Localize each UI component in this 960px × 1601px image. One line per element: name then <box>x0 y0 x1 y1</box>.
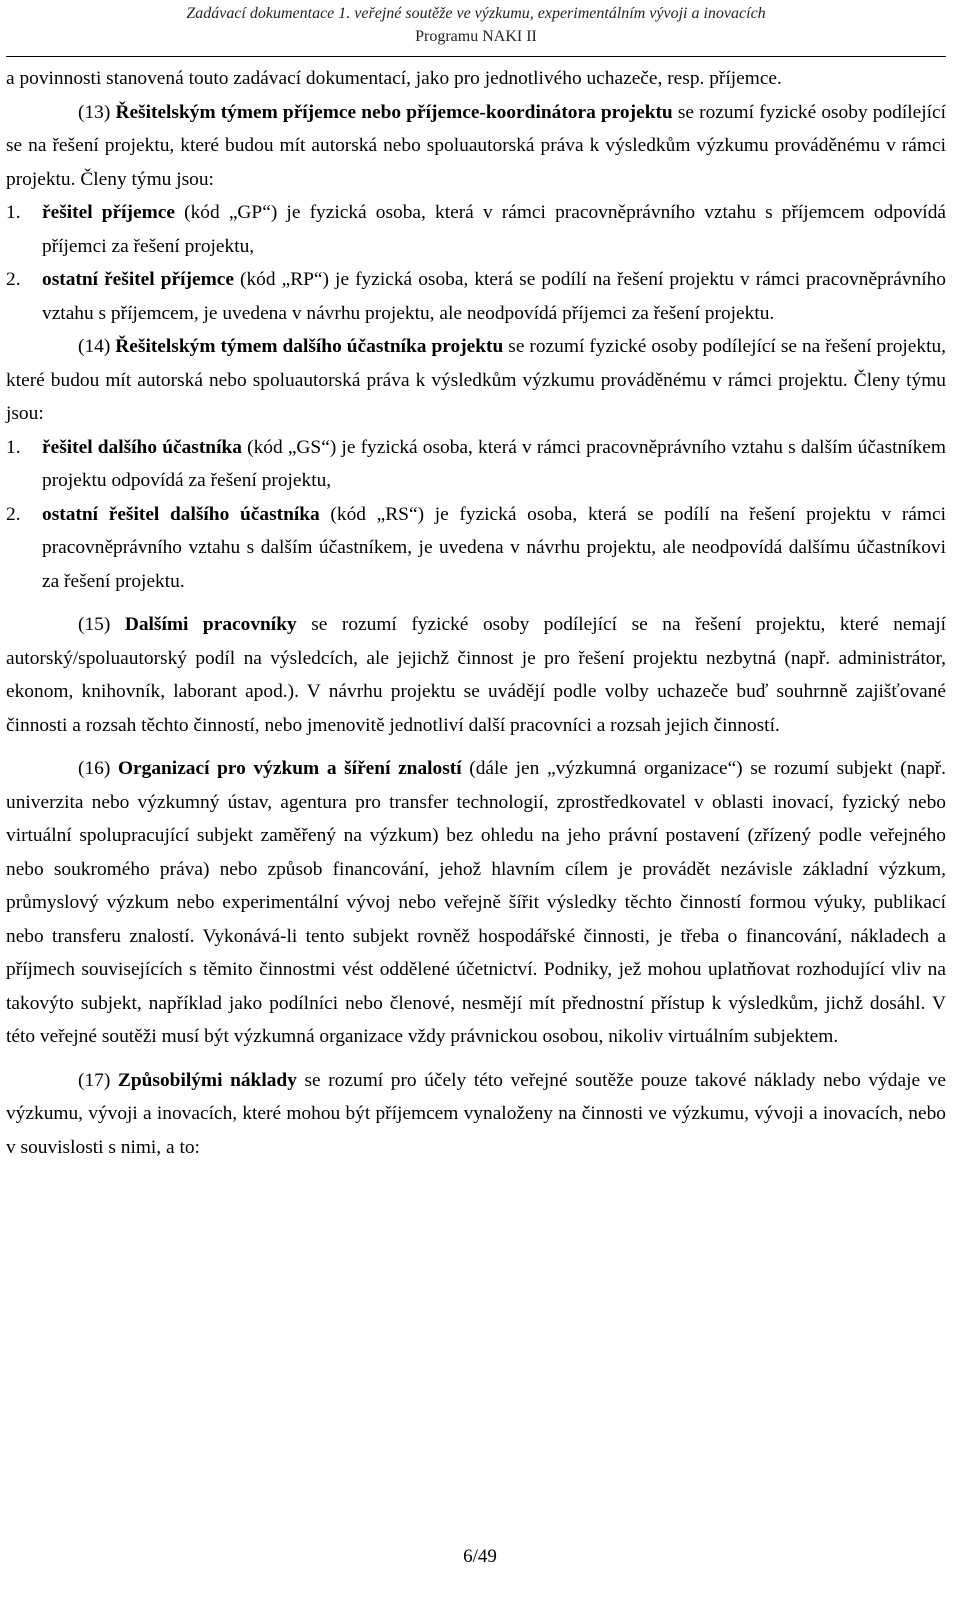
list-text <box>42 431 946 498</box>
paragraph-number: (14) <box>78 336 116 357</box>
defined-term: ostatní řešitel dalšího účastníka <box>42 503 320 525</box>
paragraph-14 <box>6 330 946 431</box>
header-program: Programu NAKI II <box>415 28 537 45</box>
paragraph-13 <box>6 96 946 197</box>
defined-term: Řešitelským týmem příjemce nebo příjemce-koordinátora projektu <box>115 101 673 123</box>
list-rest: (kód „GP“) je fyzická osoba, která v rámci pracovněprávního vztahu s příjemcem odpovídá příjemci za řešení projektu, <box>42 202 946 257</box>
document-body <box>6 62 946 1164</box>
list-number: 2. <box>6 269 21 290</box>
list-item <box>6 196 946 263</box>
header-rule <box>6 56 946 57</box>
header-title: Zadávací dokumentace 1. veřejné soutěže ve výzkumu, experimentálním vývoji a inovacích <box>186 5 766 22</box>
list-number: 1. <box>6 436 21 458</box>
defined-term: řešitel dalšího účastníka <box>42 436 242 458</box>
list-number: 1. <box>6 202 21 223</box>
paragraph-number: (17) <box>78 1069 118 1091</box>
defined-term: ostatní řešitel příjemce <box>42 269 234 290</box>
list-item <box>6 498 946 599</box>
list-rest: (kód „RP“) je fyzická osoba, která se podílí na řešení projektu v rámci pracovněprávního vztahu s příjemcem, je uvedena v návrhu projektu, ale neodpovídá příjemci za řešení projektu. <box>42 269 946 324</box>
paragraph-number: (15) <box>78 614 125 635</box>
paragraph-text: se rozumí fyzické osoby podílející se na řešení projektu, které budou mít autorská nebo spoluautorská práva k výsledkům výzkumu prováděnému v rámci projektu. Členy týmu jsou: <box>6 101 947 190</box>
paragraph-16 <box>6 752 946 1054</box>
list-text <box>42 196 946 263</box>
defined-term: Organizací pro výzkum a šíření znalostí <box>117 758 462 779</box>
paragraph-text: se rozumí pro účely této veřejné soutěže pouze takové náklady nebo výdaje ve výzkumu, vývoji a inovacích, které mohou být příjemcem vynaloženy na činnosti ve výzkumu, vývoji a inovacích, nebo v souvislosti s nimi, a to: <box>6 1069 946 1158</box>
defined-term: Řešitelským týmem dalšího účastníka projektu <box>115 336 504 357</box>
list-item <box>6 431 946 498</box>
paragraph-text: (dále jen „výzkumná organizace“) se rozumí subjekt (např. univerzita nebo výzkumný ústav, agentura pro transfer technologií, zprostředkovatel v oblasti inovací, fyzický nebo virtuální spolupracující subjekt zaměřený na výzkum) bez ohledu na jeho právní postavení (zřízený podle veřejného nebo soukromého práva) nebo způsob financování, jehož hlavním cílem je provádět nezávisle základní výzkum, průmyslový výzkum nebo experimentální vývoj nebo veřejně šířit výsledky těchto činností formou výuky, publikací nebo transferu znalostí. Vykonává-li tento subjekt rovněž hospodářské činnosti, je třeba o financování, nákladech a příjmech souvisejících s těmito činnostmi vést oddělené účetnictví. Podniky, jež mohou uplatňovat rozhodující vliv na takovýto subjekt, například jako podílníci nebo členové, nesmějí mít přednostní přístup k výsledkům, jichž dosáhl. V této veřejné soutěži musí být výzkumná organizace vždy právnickou osobou, nikoliv virtuálním subjektem. <box>6 758 946 1047</box>
list-rest: (kód „RS“) je fyzická osoba, která se podílí na řešení projektu v rámci pracovněprávního vztahu s dalším účastníkem, je uvedena v návrhu projektu, ale neodpovídá dalšímu účastníkovi za řešení projektu. <box>42 503 946 592</box>
page-number: 6/49 <box>463 1546 497 1567</box>
paragraph-continuation: a povinnosti stanovená touto zadávací dokumentací, jako pro jednotlivého uchazeče, resp. příjemce. <box>6 68 782 89</box>
defined-term: Dalšími pracovníky <box>124 614 297 635</box>
list-number: 2. <box>6 503 21 525</box>
paragraph-number: (16) <box>78 758 118 779</box>
paragraph-text: se rozumí fyzické osoby podílející se na řešení projektu, které budou mít autorská nebo spoluautorská práva k výsledkům výzkumu prováděnému v rámci projektu. Členy týmu jsou: <box>6 336 947 424</box>
paragraph-text: se rozumí fyzické osoby podílející se na řešení projektu, které nemají autorský/spoluautorský podíl na výsledcích, ale jejichž činnost je pro řešení projektu nezbytná (např. administrátor, ekonom, knihovník, laborant apod.). V návrhu projektu se uvádějí podle volby uchazeče buď souhrnně zajišťované činnosti a rozsah těchto činností, nebo jmenovitě jednotliví další pracovníci a rozsah jejich činností. <box>6 614 946 736</box>
list-text <box>42 263 946 330</box>
defined-term: Způsobilými náklady <box>117 1069 297 1091</box>
list-item <box>6 263 946 330</box>
list-rest: (kód „GS“) je fyzická osoba, která v rámci pracovněprávního vztahu s dalším účastníkem projektu odpovídá za řešení projektu, <box>42 436 946 491</box>
paragraph-17 <box>6 1064 946 1165</box>
page-header <box>6 0 946 57</box>
defined-term: řešitel příjemce <box>42 202 175 223</box>
paragraph-15 <box>6 608 946 742</box>
list-text <box>42 498 946 599</box>
paragraph-number: (13) <box>78 101 116 123</box>
